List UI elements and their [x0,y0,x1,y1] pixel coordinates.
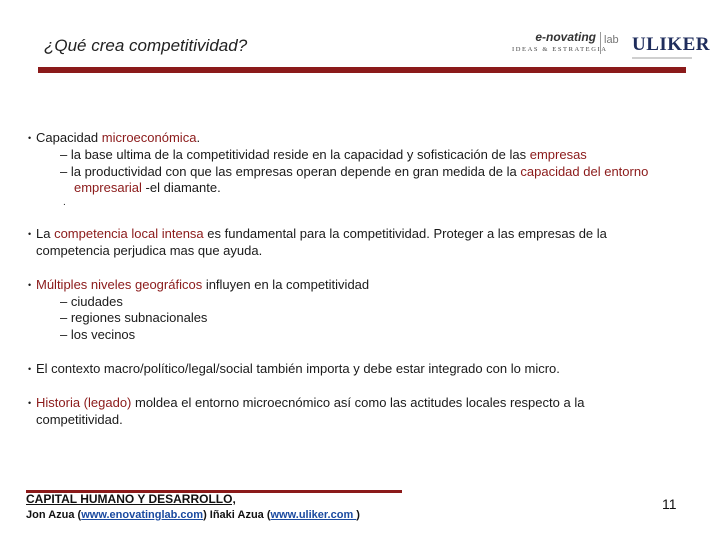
author-1: Jon Azua ( [26,509,82,521]
highlighted-text: empresas [529,146,587,162]
bullet-marker: • [28,397,32,408]
bullet-text [36,277,704,294]
text-segment: – los vecinos [60,327,136,343]
highlighted-text: capacidad del entorno [520,163,649,179]
bullet-marker: • [28,229,32,240]
text-segment: influyen en la competitividad [202,276,370,292]
bullet-text [36,226,704,243]
text-segment: El contexto macro/político/legal/social también importa y debe estar integrado con lo micro. [36,360,560,376]
sub-bullet [28,294,704,311]
bullet-text [36,395,704,412]
header-rule [38,67,686,73]
bullet-continuation: competencia perjudica mas que ayuda. [36,242,263,258]
authors-close: ) [356,509,360,521]
footer-title: CAPITAL HUMANO Y DESARROLLO, [26,492,236,506]
highlighted-text: empresarial [74,180,142,196]
sub-bullet [28,327,704,344]
text-segment: – la productividad con que las empresas operan depende en gran medida de la [60,163,521,179]
text-segment: -el diamante. [141,180,221,196]
bullet-text [36,361,704,378]
text-segment: – regiones subnacionales [60,310,208,326]
enovating-logo-tagline: IDEAS & ESTRATEGIA [512,46,608,53]
page-title: ¿Qué crea competitividad? [44,36,248,55]
spacer [28,209,704,226]
spacer [28,260,704,277]
enovatinglab-link[interactable]: www.enovatinglab.com [81,509,204,521]
text-segment: – ciudades [60,293,123,309]
bullet-marker: • [28,363,32,374]
text-segment: moldea el entorno microecnómico así como las actitudes locales respecto a la [131,394,585,410]
uliker-logo-underline [632,57,692,59]
uliker-link[interactable]: www.uliker.com [270,509,357,521]
highlighted-text: Historia (legado) [36,394,132,410]
text-segment: . [196,130,201,145]
enovating-logo-name: e-novating [535,30,596,44]
bullet-marker: • [28,133,32,143]
highlighted-text: Múltiples niveles geográficos [36,276,203,292]
slide-content [28,130,704,428]
sub-bullet [28,180,704,197]
enovating-logo-lab: lab [604,34,619,46]
author-2: ) Iñaki Azua ( [203,509,271,521]
text-segment: es fundamental para la competitividad. Proteger a las empresas de la [203,226,607,242]
bullet-item [28,130,704,147]
text-segment: La [36,226,55,242]
sub-bullet [28,310,704,327]
text-segment: Capacidad [36,130,102,145]
highlighted-text: competencia local intensa [54,226,204,242]
bullet-continuation: competitividad. [36,411,123,427]
highlighted-text: microeconómica [101,130,197,145]
sub-bullet [28,147,704,164]
text-segment: – la base ultima de la competitividad reside en la capacidad y sofisticación de las [60,146,530,162]
bullet-item [28,277,704,294]
bullet-item [28,361,704,378]
enovating-logo [508,30,626,64]
spacer [28,378,704,395]
trailing-mark: . [63,197,66,209]
bullet-text [36,130,704,147]
sub-bullet [28,164,704,181]
footer-authors [26,509,360,521]
page-number: 11 [662,496,677,512]
spacer [28,344,704,361]
bullet-item [28,226,704,260]
uliker-logo: ULIKER [632,34,710,55]
bullet-marker: • [28,279,32,290]
bullet-item [28,395,704,429]
